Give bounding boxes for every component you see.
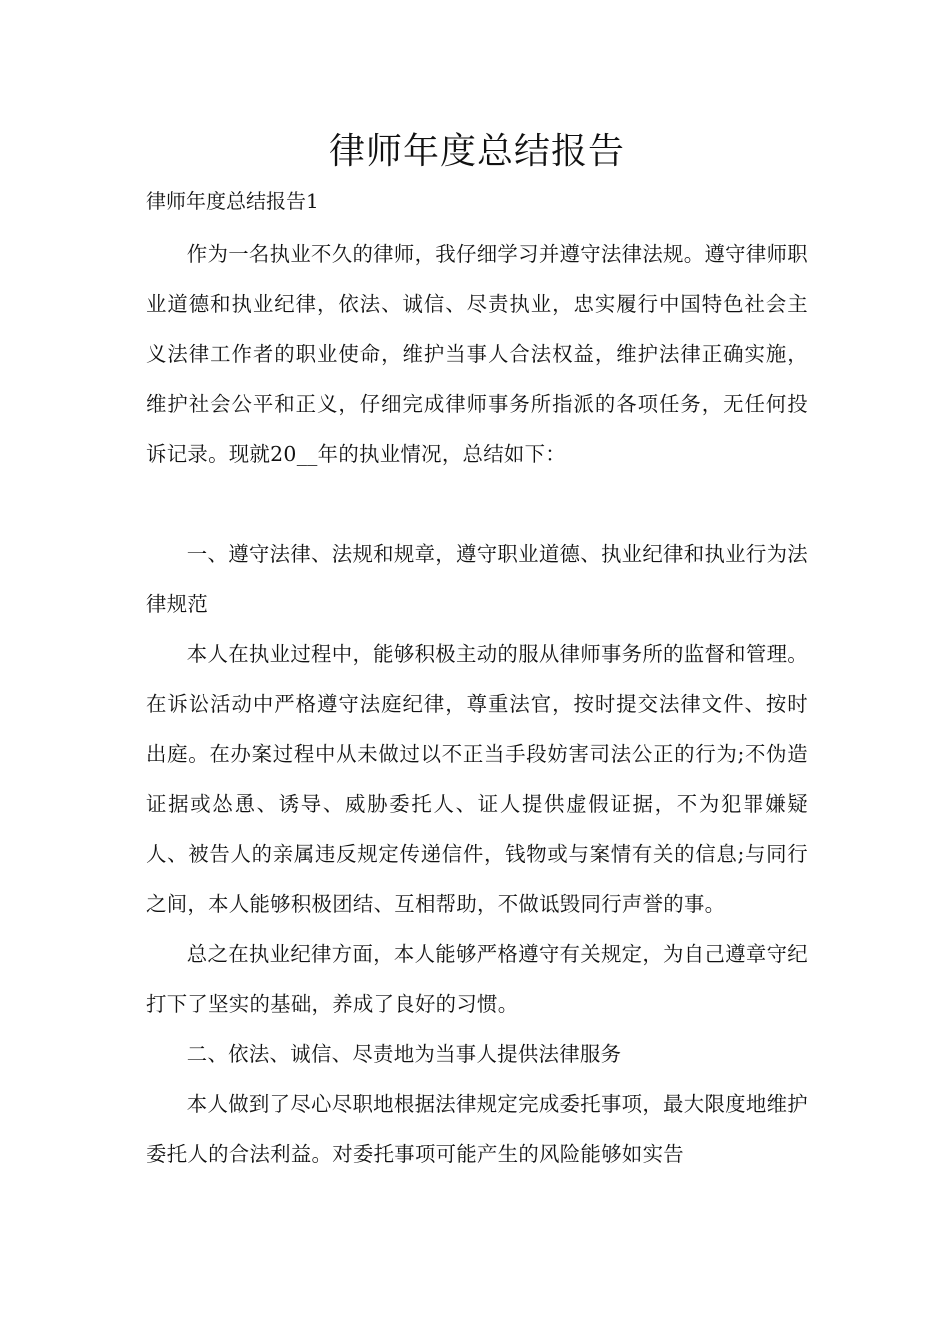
document-title: 律师年度总结报告: [328, 131, 625, 172]
paragraph-service: 本人做到了尽心尽职地根据法律规定完成委托事项，最大限度地维护委托人的合法利益。对委托事项可能产生的风险能够如实告: [146, 1092, 808, 1166]
paragraph-discipline: 本人在执业过程中，能够积极主动的服从律师事务所的监督和管理。在诉讼活动中严格遵守法庭纪律，尊重法官，按时提交法律文件、按时出庭。在办案过程中从未做过以不正当手段妨害司法公正的行为;不伪造证据或怂恿、诱导、威胁委托人、证人提供虚假证据，不为犯罪嫌疑人、被告人的亲属违反规定传递信件，钱物或与案情有关的信息;与同行之间，本人能够积极团结、互相帮助，不做诋毁同行声誉的事。: [146, 642, 808, 916]
document-subtitle: 律师年度总结报告1: [146, 189, 319, 213]
paragraph-summary: 总之在执业纪律方面，本人能够严格遵守有关规定，为自己遵章守纪打下了坚实的基础，养成了良好的习惯。: [146, 942, 808, 1016]
section-heading-2: 二、依法、诚信、尽责地为当事人提供法律服务: [186, 1042, 622, 1066]
document-body: [146, 229, 808, 1179]
paragraph-intro: 作为一名执业不久的律师，我仔细学习并遵守法律法规。遵守律师职业道德和执业纪律，依法、诚信、尽责执业，忠实履行中国特色社会主义法律工作者的职业使命，维护当事人合法权益，维护法律正确实施，维护社会公平和正义，仔细完成律师事务所指派的各项任务，无任何投诉记录。现就20__年的执业情况，总结如下：: [146, 242, 808, 466]
paragraph-gap: [146, 479, 808, 529]
section-heading-1: 一、遵守法律、法规和规章，遵守职业道德、执业纪律和执业行为法律规范: [146, 542, 808, 616]
